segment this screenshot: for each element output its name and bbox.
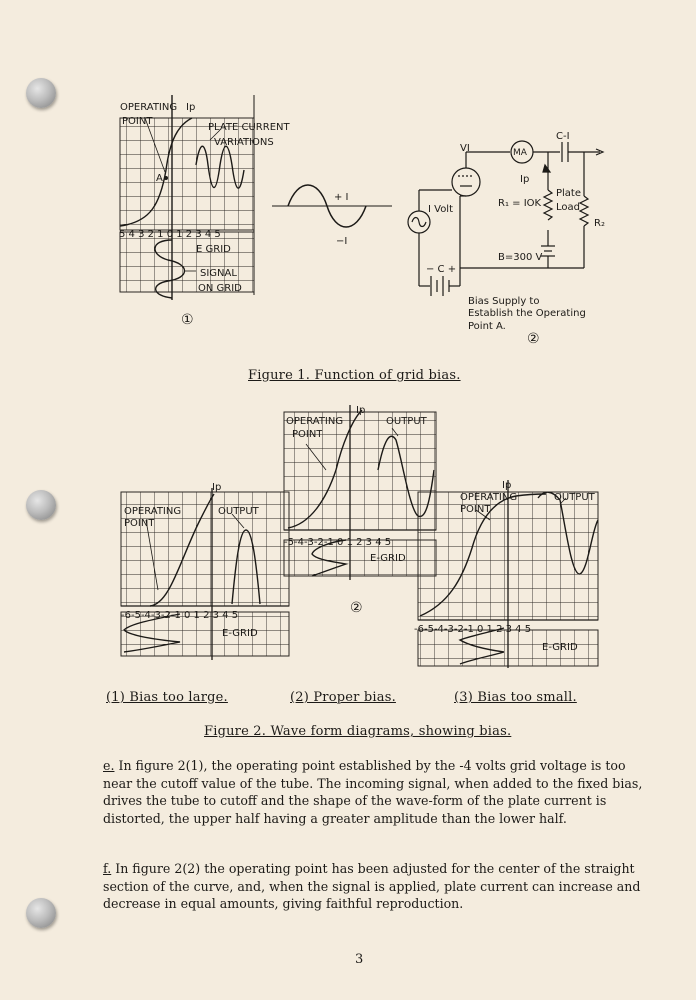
f1-b-label: B=300 V [498, 252, 543, 263]
f2g3-ticks: -6-5-4-3-2-1 0 1 2 3 4 5 [414, 624, 532, 635]
paragraph-e [103, 757, 643, 827]
f2g2-egrid: E-GRID [370, 553, 406, 564]
f2g2-ticks: -5-4-3-2-1 0 1 2 3 4 5 [284, 537, 392, 548]
f2g1-egrid: E-GRID [222, 628, 258, 639]
f1-bias1-label: Bias Supply to [468, 296, 540, 307]
f1-point-a-label: A [156, 173, 163, 184]
f2g3-point: POINT [460, 504, 491, 515]
f1-r2-label: R₂ [594, 218, 605, 229]
f2g2-point: POINT [292, 429, 323, 440]
paragraph-e-lead: e. [103, 758, 115, 773]
f1-tick-labels: 5 4 3 2 1 0 1 2 3 4 5 [119, 229, 221, 240]
f1-ongrid-label: ON GRID [198, 283, 242, 294]
f1-c-label: − C + [426, 264, 457, 275]
paragraph-f-lead: f. [103, 861, 112, 876]
figure2-sub1-text: (1) Bias too large. [106, 690, 228, 705]
f2g1-operating: OPERATING [124, 506, 182, 517]
f1-load-label: Load [556, 202, 580, 213]
f2g1-ticks: -6-5-4-3-2-1 0 1 2 3 4 5 [121, 610, 239, 621]
f1-plate-current-label: PLATE CURRENT [208, 122, 290, 133]
f1-v1-label: VI [460, 143, 470, 154]
f1-plate-label: Plate [556, 188, 582, 199]
figure2-sub2-text: (2) Proper bias. [290, 690, 396, 705]
f1-c1-label: C-I [556, 131, 570, 142]
f1-number-1: ① [181, 312, 194, 328]
f2g2-output: OUTPUT [386, 416, 427, 427]
f1-operating-label: OPERATING [120, 102, 178, 113]
f1-variations-label: VARIATIONS [214, 137, 274, 148]
figure1-caption [248, 368, 461, 383]
f1-r1-label: R₁ = IOK [498, 198, 542, 209]
paragraph-e-text: In figure 2(1), the operating point established by the -4 volts grid voltage is too near the cutoff value of the tube. The incoming signal, when added to the fixed bias, drives the tube to cutoff and the shape of the wave-form of the plate current is distorted, the upper half having a greater amplitude than the lower half. [103, 758, 643, 826]
page-number: 3 [355, 952, 364, 967]
figure2-sub1 [106, 690, 228, 705]
figure1-caption-text: Figure 1. Function of grid bias. [248, 368, 461, 383]
figure2-caption-text: Figure 2. Wave form diagrams, showing bias. [204, 724, 512, 739]
f2-number-2: ② [350, 600, 363, 616]
f1-circuit-ip: Ip [520, 174, 530, 185]
f1-egrid-label: E GRID [196, 244, 231, 255]
f1-1volt-label: I Volt [428, 204, 454, 215]
paragraph-f-text: In figure 2(2) the operating point has been adjusted for the center of the straight section of the curve, and, when the signal is applied, plate current can increase and decrease in equal amounts, giving faithful reproduction. [103, 861, 641, 911]
f1-number-2: ② [527, 331, 540, 347]
f1-signal-label: SIGNAL [200, 268, 237, 279]
f1-wave-plus: + I [334, 192, 349, 203]
figure2-graph3 [418, 480, 598, 668]
figure2-sub3-text: (3) Bias too small. [454, 690, 577, 705]
f1-point-label: POINT [122, 116, 153, 127]
f1-ma-label: MA [513, 148, 527, 158]
figure2-caption [204, 724, 511, 739]
f2g1-point: POINT [124, 518, 155, 529]
figure2-sub2 [290, 690, 396, 705]
f1-wave-minus: −I [336, 236, 348, 247]
binder-hole [26, 898, 56, 928]
f1-bias3-label: Point A. [468, 321, 506, 332]
f2g1-output: OUTPUT [218, 506, 259, 517]
f1-ip-label: Ip [186, 102, 196, 113]
f2g3-egrid: E-GRID [542, 642, 578, 653]
f2g2-ip: Ip [356, 405, 366, 416]
f2g3-operating: OPERATING [460, 492, 518, 503]
f2g3-output: OUTPUT [554, 492, 595, 503]
f1-bias2-label: Establish the Operating [468, 308, 586, 319]
figure2-sub3 [454, 690, 577, 705]
figure1-sine-wave [272, 185, 392, 227]
f2g1-ip: Ip [212, 482, 222, 493]
paragraph-f [103, 860, 643, 913]
f2g3-ip: Ip [502, 480, 512, 491]
f2g2-operating: OPERATING [286, 416, 344, 427]
